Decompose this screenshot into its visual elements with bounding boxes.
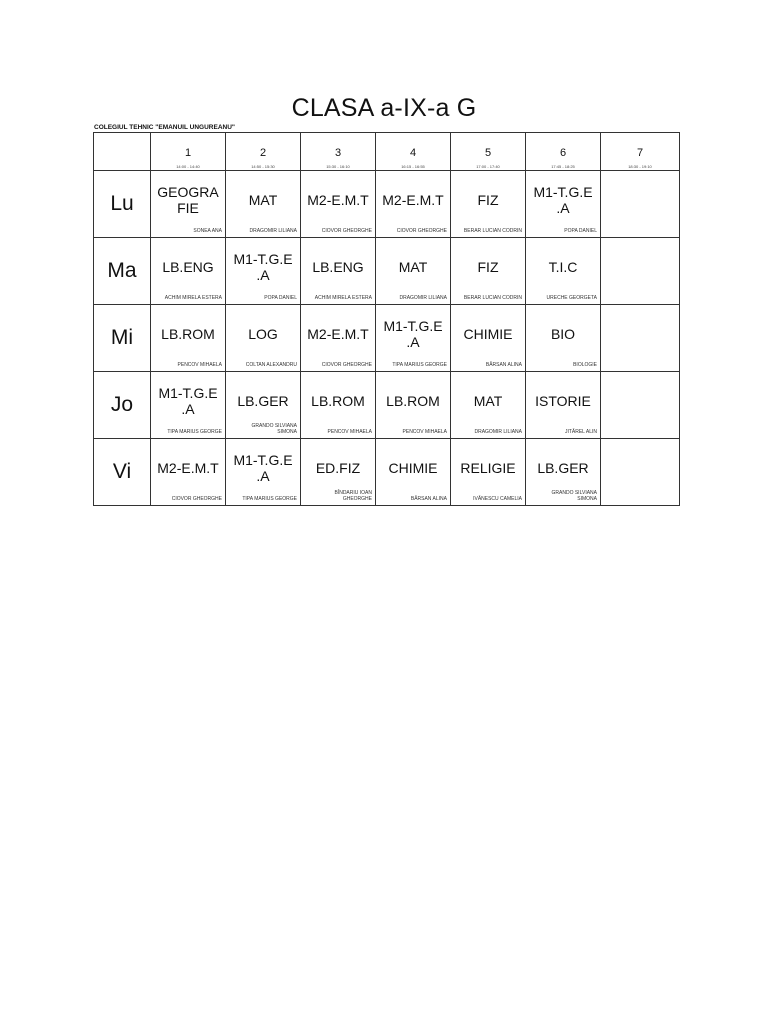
teacher-name: BERAR LUCIAN CODRIN <box>463 228 522 234</box>
lesson-cell <box>226 238 301 305</box>
timetable-body <box>94 133 680 506</box>
lesson-cell <box>226 171 301 238</box>
teacher-name: ACHIM MIRELA ESTERA <box>314 295 372 301</box>
day-row <box>94 171 680 238</box>
teacher-name: POPA DANIEL <box>264 295 297 301</box>
teacher-name: PENCOV MIHAELA <box>327 429 372 435</box>
subject-name <box>601 376 679 426</box>
teacher-name: TIPA MARIUS GEORGE <box>392 362 447 368</box>
period-number: 4 <box>409 147 417 159</box>
lesson-cell <box>451 439 526 506</box>
day-label: Mi <box>94 305 151 372</box>
teacher-name: GRANDO SILVIANA SIMONA <box>251 423 297 435</box>
teacher-name: SONEA ANA <box>193 228 222 234</box>
lesson-cell <box>376 372 451 439</box>
subject-name: MAT <box>248 192 278 208</box>
lesson-cell <box>601 439 680 506</box>
subject-name: FIZ <box>477 192 499 208</box>
subject-name <box>601 242 679 292</box>
header-row <box>94 133 680 171</box>
subject-name: BIO <box>550 326 576 342</box>
day-row <box>94 439 680 506</box>
subject-name: LB.ROM <box>161 326 215 342</box>
lesson-cell <box>226 439 301 506</box>
teacher-name: DRAGOMIR LILIANA <box>399 295 447 301</box>
period-number: 5 <box>484 147 492 159</box>
subject-name: LB.GER <box>537 460 589 476</box>
subject-name: LOG <box>248 326 278 342</box>
lesson-cell <box>226 372 301 439</box>
period-header <box>601 133 680 171</box>
period-header <box>451 133 526 171</box>
period-header <box>376 133 451 171</box>
day-label: Ma <box>94 238 151 305</box>
page-title: CLASA a-IX-a G <box>291 94 477 122</box>
lesson-cell <box>301 305 376 372</box>
period-time: 16:15 - 16:55 <box>401 164 425 169</box>
lesson-cell <box>601 372 680 439</box>
corner-cell <box>94 133 151 171</box>
lesson-cell <box>301 171 376 238</box>
subject-name: LB.ENG <box>162 259 214 275</box>
lesson-cell <box>301 238 376 305</box>
lesson-cell <box>301 372 376 439</box>
teacher-name: DRAGOMIR LILIANA <box>474 429 522 435</box>
subject-name <box>601 443 679 493</box>
lesson-cell <box>451 238 526 305</box>
lesson-cell <box>526 439 601 506</box>
subject-name: LB.ROM <box>386 393 440 409</box>
day-row <box>94 305 680 372</box>
lesson-cell <box>301 439 376 506</box>
teacher-name: CIOVOR GHEORGHE <box>396 228 447 234</box>
period-number: 2 <box>259 147 267 159</box>
period-header <box>526 133 601 171</box>
lesson-cell <box>526 238 601 305</box>
lesson-cell <box>376 305 451 372</box>
subject-name: M2-E.M.T <box>307 326 369 342</box>
teacher-name: CIOVOR GHEORGHE <box>321 362 372 368</box>
school-name: COLEGIUL TEHNIC "EMANUIL UNGUREANU" <box>94 124 235 131</box>
teacher-name: URECHE GEORGETA <box>546 295 597 301</box>
teacher-name: COLTAN ALEXANDRU <box>245 362 297 368</box>
period-time: 14:00 - 14:40 <box>176 164 200 169</box>
subject-name: M2-E.M.T <box>157 460 219 476</box>
lesson-cell <box>151 305 226 372</box>
lesson-cell <box>376 238 451 305</box>
subject-name: CHIMIE <box>388 460 438 476</box>
subject-name: LB.GER <box>237 393 289 409</box>
lesson-cell <box>451 171 526 238</box>
teacher-name: BÂRSAN ALINA <box>485 362 522 368</box>
teacher-name: ACHIM MIRELA ESTERA <box>164 295 222 301</box>
teacher-name: POPA DANIEL <box>564 228 597 234</box>
lesson-cell <box>526 372 601 439</box>
teacher-name: BÎNDARIU IOAN GHEORGHE <box>334 490 372 502</box>
day-row <box>94 238 680 305</box>
subject-name: M2-E.M.T <box>382 192 444 208</box>
teacher-name: TIPA MARIUS GEORGE <box>242 496 297 502</box>
subject-name: ED.FIZ <box>315 460 361 476</box>
subject-name <box>601 309 679 359</box>
subject-name: ISTORIE <box>535 393 591 409</box>
period-time: 15:30 - 16:10 <box>326 164 350 169</box>
teacher-name: BIOLOGIE <box>573 362 597 368</box>
subject-name <box>601 175 679 225</box>
lesson-cell <box>151 171 226 238</box>
teacher-name: IVĂNESCU CAMELIA <box>473 496 522 502</box>
day-label: Vi <box>94 439 151 506</box>
teacher-name: DRAGOMIR LILIANA <box>249 228 297 234</box>
teacher-name: BÂRSAN ALINA <box>410 496 447 502</box>
period-time: 17:45 - 18:25 <box>551 164 575 169</box>
subject-name: LB.ROM <box>311 393 365 409</box>
lesson-cell <box>151 439 226 506</box>
teacher-name: PENCOV MIHAELA <box>177 362 222 368</box>
subject-name: FIZ <box>477 259 499 275</box>
lesson-cell <box>451 305 526 372</box>
teacher-name: GRANDO SILVIANA SIMONA <box>551 490 597 502</box>
period-number: 6 <box>559 147 567 159</box>
day-row <box>94 372 680 439</box>
period-time: 18:30 - 19:10 <box>628 164 652 169</box>
subject-name: LB.ENG <box>312 259 364 275</box>
teacher-name: CIOVOR GHEORGHE <box>171 496 222 502</box>
subject-name: M1-T.G.E .A <box>158 385 218 417</box>
subject-name: M1-T.G.E .A <box>533 184 593 216</box>
teacher-name: TIPA MARIUS GEORGE <box>167 429 222 435</box>
period-header <box>151 133 226 171</box>
subject-name: M1-T.G.E .A <box>383 318 443 350</box>
lesson-cell <box>601 238 680 305</box>
lesson-cell <box>451 372 526 439</box>
subject-name: M1-T.G.E .A <box>233 251 293 283</box>
subject-name: RELIGIE <box>460 460 516 476</box>
teacher-name: JITĂREL ALIN <box>564 429 597 435</box>
lesson-cell <box>151 238 226 305</box>
subject-name: M2-E.M.T <box>307 192 369 208</box>
teacher-name: CIOVOR GHEORGHE <box>321 228 372 234</box>
period-header <box>226 133 301 171</box>
lesson-cell <box>376 171 451 238</box>
lesson-cell <box>601 305 680 372</box>
period-time: 14:50 - 15:30 <box>251 164 275 169</box>
day-label: Lu <box>94 171 151 238</box>
period-number: 3 <box>334 147 342 159</box>
subject-name: MAT <box>473 393 503 409</box>
lesson-cell <box>226 305 301 372</box>
subject-name: GEOGRA FIE <box>157 184 219 216</box>
day-label: Jo <box>94 372 151 439</box>
period-number: 1 <box>184 147 192 159</box>
lesson-cell <box>526 305 601 372</box>
teacher-name: BERAR LUCIAN CODRIN <box>463 295 522 301</box>
lesson-cell <box>601 171 680 238</box>
period-number: 7 <box>636 147 644 159</box>
period-time: 17:00 - 17:40 <box>476 164 500 169</box>
lesson-cell <box>151 372 226 439</box>
lesson-cell <box>526 171 601 238</box>
subject-name: M1-T.G.E .A <box>233 452 293 484</box>
period-header <box>301 133 376 171</box>
teacher-name: PENCOV MIHAELA <box>402 429 447 435</box>
subject-name: T.I.C <box>548 259 578 275</box>
timetable <box>93 132 680 506</box>
lesson-cell <box>376 439 451 506</box>
subject-name: CHIMIE <box>463 326 513 342</box>
subject-name: MAT <box>398 259 428 275</box>
